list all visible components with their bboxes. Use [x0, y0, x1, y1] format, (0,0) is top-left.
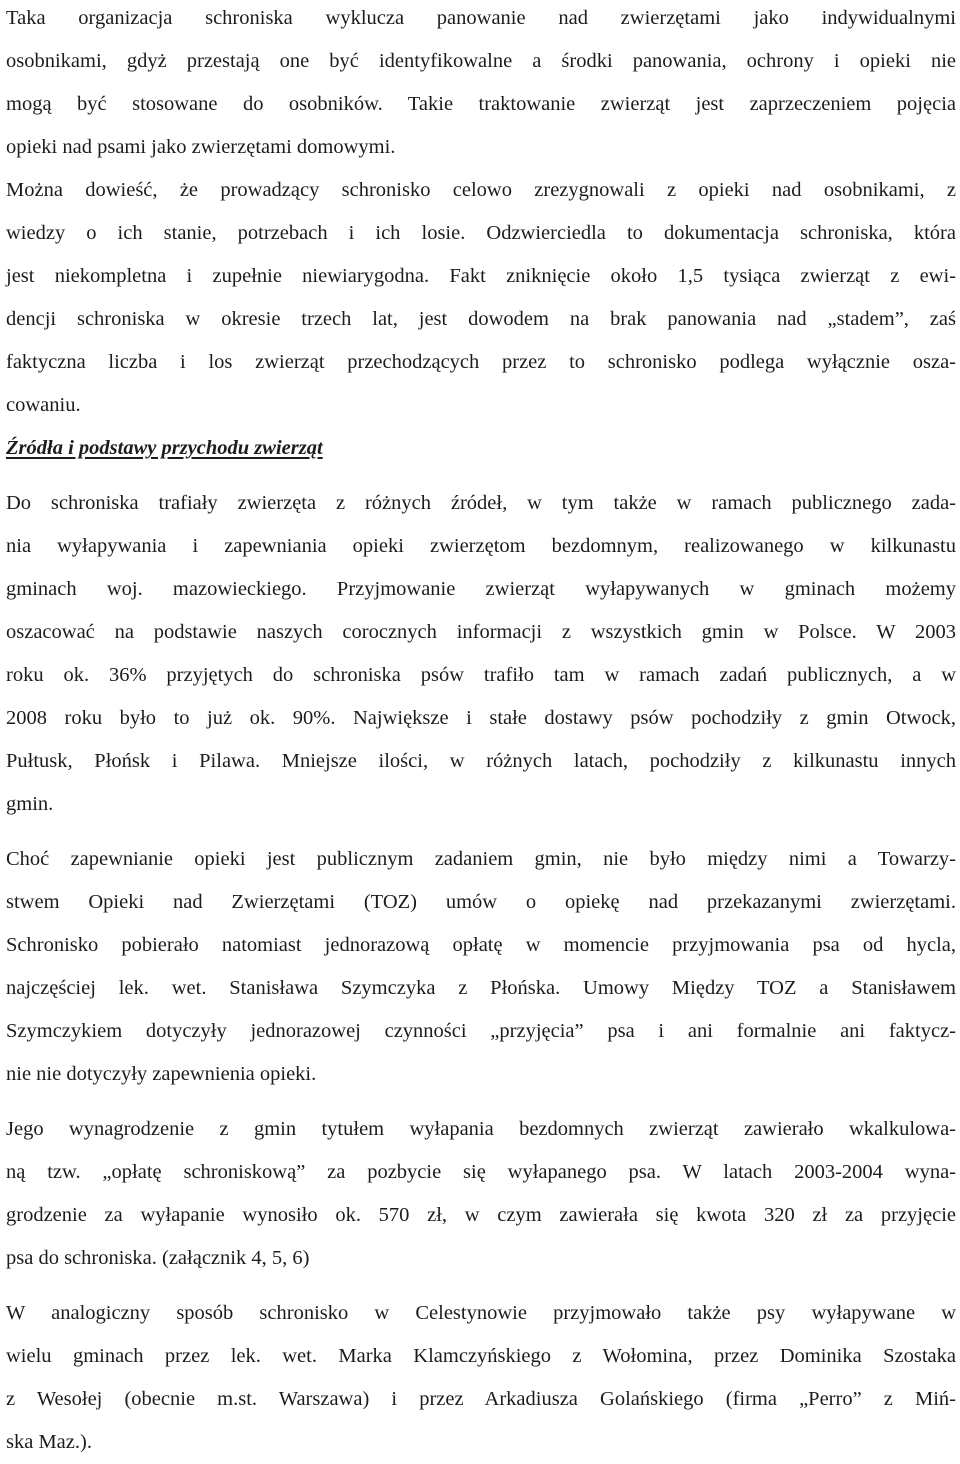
text-line: gmin.	[6, 793, 54, 815]
text-line: ną tzw. „opłatę schroniskową” za pozbycie się wyłapanego psa. W latach 2003-2004 wyna-	[6, 1161, 956, 1183]
text-line: faktyczna liczba i los zwierząt przechodzących przez to schronisko podlega wyłącznie osza-	[6, 351, 956, 373]
text-line: nia wyłapywania i zapewniania opieki zwierzętom bezdomnym, realizowanego w kilkunastu	[6, 535, 956, 557]
text-line: Jego wynagrodzenie z gmin tytułem wyłapania bezdomnych zwierząt zawierało wkalkulowa-	[6, 1118, 956, 1140]
text-line: 2008 roku było to już ok. 90%. Największe i stałe dostawy psów pochodziły z gmin Otwock,	[6, 707, 956, 729]
text-line: nie nie dotyczyły zapewnienia opieki.	[6, 1063, 317, 1085]
text-line: mogą być stosowane do osobników. Takie traktowanie zwierząt jest zaprzeczeniem pojęcia	[6, 93, 956, 115]
text-line: W analogiczny sposób schronisko w Celestynowie przyjmowało także psy wyłapywane w	[6, 1302, 956, 1324]
text-line: z Wesołej (obecnie m.st. Warszawa) i przez Arkadiusza Golańskiego (firma „Perro” z Miń-	[6, 1388, 956, 1410]
text-line: Szymczykiem dotyczyły jednorazowej czynności „przyjęcia” psa i ani formalnie ani faktycz-	[6, 1020, 956, 1042]
text-line: Choć zapewnianie opieki jest publicznym zadaniem gmin, nie było między nimi a Towarzy-	[6, 848, 956, 870]
text-line: najczęściej lek. wet. Stanisława Szymczyka z Płońska. Umowy Między TOZ a Stanisławem	[6, 977, 956, 999]
text-line: jest niekompletna i zupełnie niewiarygodna. Fakt zniknięcie około 1,5 tysiąca zwierząt z ewi-	[6, 265, 956, 287]
text-line: osobnikami, gdyż przestają one być identyfikowalne a środki panowania, ochrony i opieki nie	[6, 50, 956, 72]
text-line: wiedzy o ich stanie, potrzebach i ich losie. Odzwierciedla to dokumentacja schroniska, która	[6, 222, 956, 244]
text-line: cowaniu.	[6, 394, 81, 416]
text-line: Pułtusk, Płońsk i Pilawa. Mniejsze ilości, w różnych latach, pochodziły z kilkunastu innych	[6, 750, 956, 772]
text-line: grodzenie za wyłapanie wynosiło ok. 570 zł, w czym zawierała się kwota 320 zł za przyjęcie	[6, 1204, 956, 1226]
text-line: stwem Opieki nad Zwierzętami (TOZ) umów o opiekę nad przekazanymi zwierzętami.	[6, 891, 956, 913]
section-heading: Źródła i podstawy przychodu zwierząt	[6, 437, 323, 459]
text-line: dencji schroniska w okresie trzech lat, jest dowodem na brak panowania nad „stadem”, zaś	[6, 308, 956, 330]
text-line: roku ok. 36% przyjętych do schroniska psów trafiło tam w ramach zadań publicznych, a w	[6, 664, 956, 686]
text-line: wielu gminach przez lek. wet. Marka Klamczyńskiego z Wołomina, przez Dominika Szostaka	[6, 1345, 956, 1367]
text-line: gminach woj. mazowieckiego. Przyjmowanie zwierząt wyłapywanych w gminach możemy	[6, 578, 956, 600]
text-line: Do schroniska trafiały zwierzęta z różnych źródeł, w tym także w ramach publicznego zada-	[6, 492, 956, 514]
text-line: oszacować na podstawie naszych corocznych informacji z wszystkich gmin w Polsce. W 2003	[6, 621, 956, 643]
text-line: ska Maz.).	[6, 1431, 92, 1453]
text-line: Taka organizacja schroniska wyklucza panowanie nad zwierzętami jako indywidualnymi	[6, 7, 956, 29]
text-line: opieki nad psami jako zwierzętami domowymi.	[6, 136, 396, 158]
text-line: psa do schroniska. (załącznik 4, 5, 6)	[6, 1247, 310, 1269]
text-line: Schronisko pobierało natomiast jednorazową opłatę w momencie przyjmowania psa od hycla,	[6, 934, 956, 956]
text-line: Można dowieść, że prowadzący schronisko celowo zrezygnowali z opieki nad osobnikami, z	[6, 179, 956, 201]
